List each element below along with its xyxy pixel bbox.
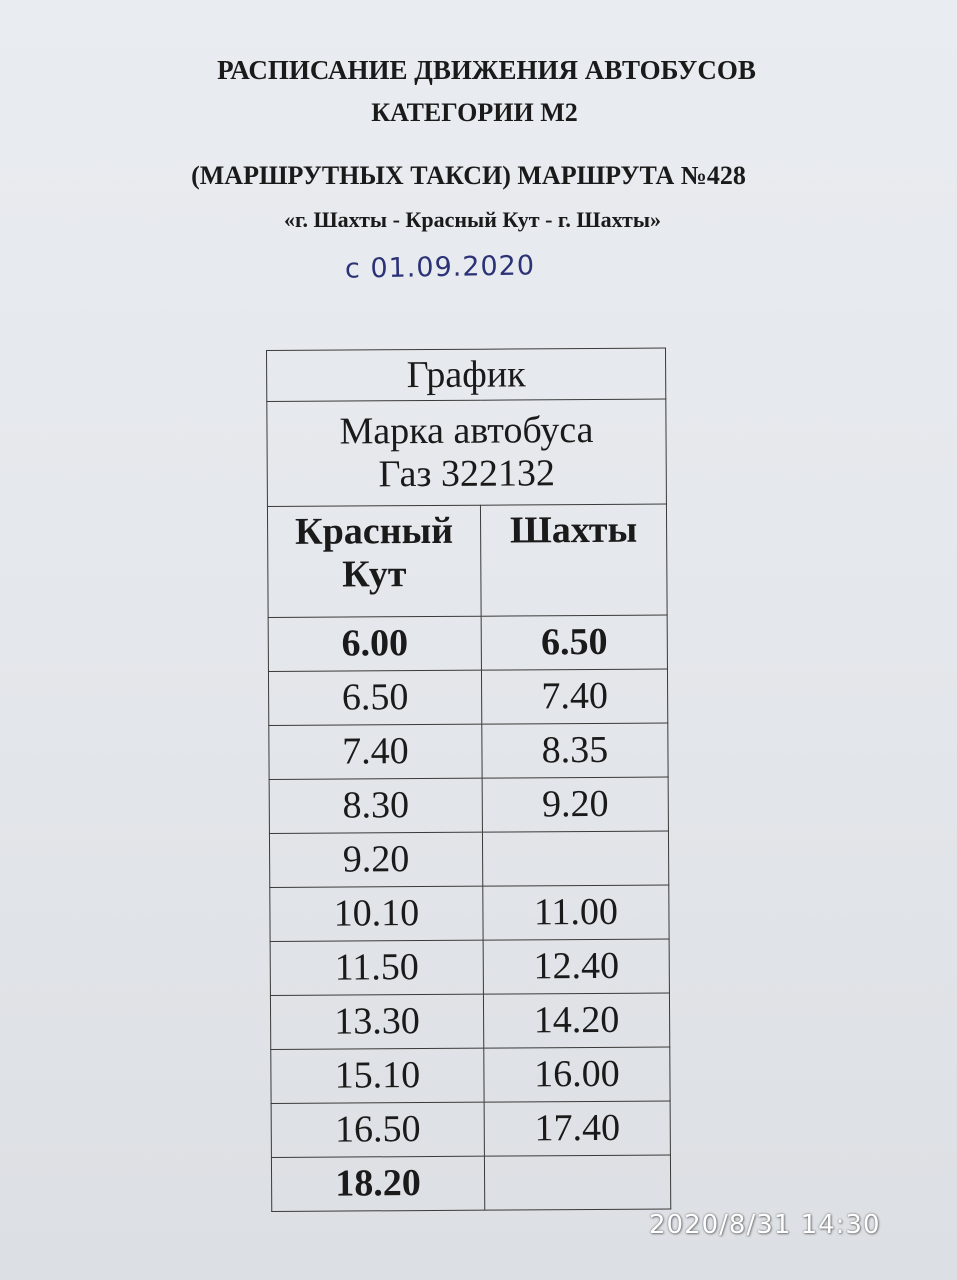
departure-shakhty [484,1155,670,1210]
table-row [269,723,668,779]
departure-krasny-kut: 16.50 [271,1102,484,1157]
departure-shakhty [482,831,668,886]
table-row [268,669,667,725]
departure-shakhty: 12.40 [483,939,669,994]
departure-krasny-kut: 9.20 [269,832,482,887]
departure-shakhty: 6.50 [481,615,667,670]
column-header-shakhty: Шахты [480,504,667,616]
bus-brand-cell [267,399,667,506]
departure-krasny-kut: 11.50 [270,940,483,995]
table-row [271,1047,670,1103]
schedule-title-line-1: РАСПИСАНИЕ ДВИЖЕНИЯ АВТОБУСОВ [217,55,756,85]
departure-shakhty: 17.40 [484,1101,670,1156]
bus-brand-label: Марка автобуса [339,409,594,454]
column-header-krasny-kut: Красный Кут [267,505,481,617]
departure-shakhty: 11.00 [483,885,669,940]
table-row [270,993,669,1049]
bus-brand-value: Газ 322132 [378,452,556,496]
schedule-title-line-3: (МАРШРУТНЫХ ТАКСИ) МАРШРУТА №428 [191,161,746,190]
table-row [271,1101,670,1157]
departure-shakhty: 9.20 [482,777,668,832]
table-row [271,1155,670,1211]
departure-krasny-kut: 10.10 [270,886,483,941]
table-row [268,615,667,671]
departure-krasny-kut: 6.50 [268,670,481,725]
departure-shakhty: 8.35 [482,723,668,778]
schedule-header: График [267,348,666,401]
departure-krasny-kut: 13.30 [270,994,483,1049]
table-row [270,939,669,995]
handwritten-effective-date: с 01.09.2020 [344,250,536,285]
departure-krasny-kut: 7.40 [269,724,482,779]
schedule-title-line-2: КАТЕГОРИИ М2 [371,98,578,127]
departure-shakhty: 14.20 [483,993,669,1048]
photo-timestamp: 2020/8/31 14:30 [649,1210,881,1240]
departure-shakhty: 16.00 [484,1047,670,1102]
schedule-table [266,348,671,1212]
table-row [270,885,669,941]
departure-krasny-kut: 18.20 [271,1156,484,1211]
departure-krasny-kut: 6.00 [268,616,481,671]
departure-krasny-kut: 15.10 [271,1048,484,1103]
departure-krasny-kut: 8.30 [269,778,482,833]
route-name: «г. Шахты - Красный Кут - г. Шахты» [283,207,662,232]
table-row [269,831,668,887]
departure-shakhty: 7.40 [481,669,667,724]
table-row [269,777,668,833]
